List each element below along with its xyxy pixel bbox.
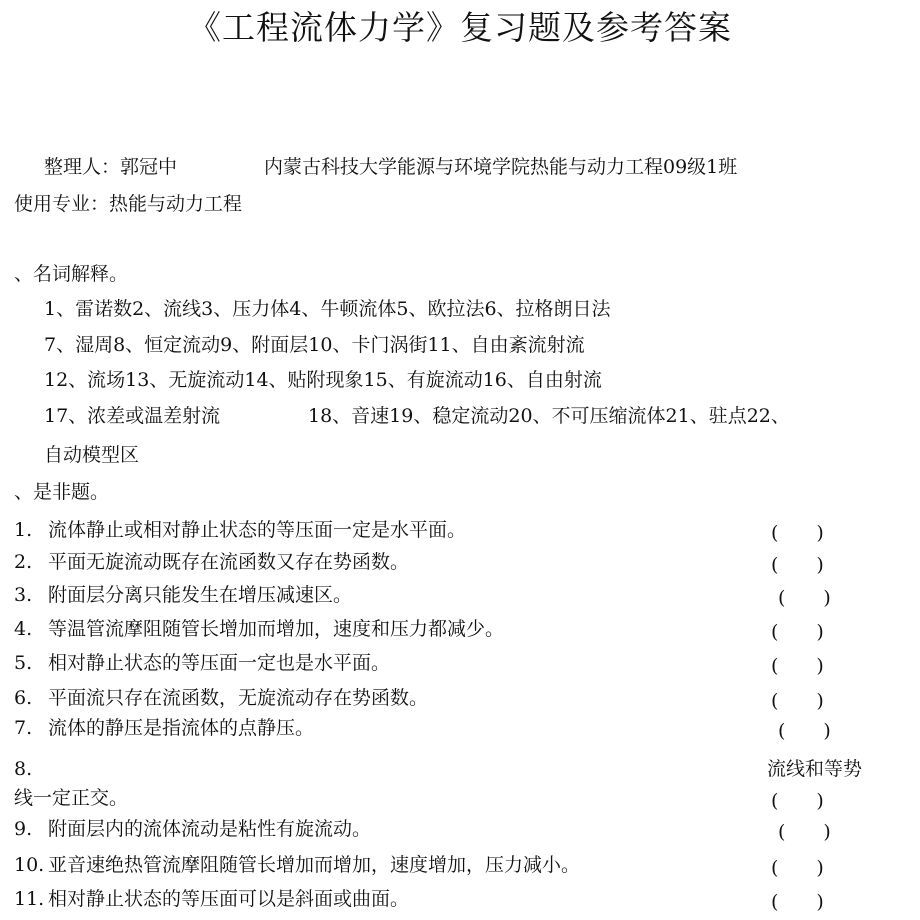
compiler-label: 整理人：郭冠中 xyxy=(44,156,178,178)
question-number: 7. xyxy=(14,717,33,739)
question-number: 2. xyxy=(14,551,33,573)
compiler-affiliation: 内蒙古科技大学能源与环境学院热能与动力工程09级1班 xyxy=(264,156,738,178)
question-number: 10. xyxy=(14,854,45,876)
question-text: 相对静止状态的等压面可以是斜面或曲面。 xyxy=(48,888,410,910)
section-heading-terms: 、名词解释。 xyxy=(14,263,129,285)
question-text: 等温管流摩阻随管长增加而增加，速度和压力都减少。 xyxy=(48,618,505,640)
answer-blank: ( ) xyxy=(771,891,824,913)
answer-blank: ( ) xyxy=(778,720,831,742)
question-number: 4. xyxy=(14,618,33,640)
major-line: 使用专业：热能与动力工程 xyxy=(14,193,243,215)
question-text: 流体的静压是指流体的点静压。 xyxy=(48,717,315,739)
question-text: 附面层分离只能发生在增压减速区。 xyxy=(48,584,353,606)
document-title: 《工程流体力学》复习题及参考答案 xyxy=(188,8,732,47)
question-number: 3. xyxy=(14,584,33,606)
answer-blank: ( ) xyxy=(771,554,824,576)
question-number: 1. xyxy=(14,519,33,541)
answer-blank: ( ) xyxy=(771,522,824,544)
terms-line: 自动模型区 xyxy=(44,444,140,466)
question-text: 流线和等势 xyxy=(767,758,863,780)
answer-blank: ( ) xyxy=(778,821,831,843)
question-number: 8. xyxy=(14,758,33,780)
answer-blank: ( ) xyxy=(771,690,824,712)
question-number: 9. xyxy=(14,818,33,840)
answer-blank: ( ) xyxy=(771,790,824,812)
question-text: 亚音速绝热管流摩阻随管长增加而增加，速度增加，压力减小。 xyxy=(48,854,581,876)
question-text: 流体静止或相对静止状态的等压面一定是水平面。 xyxy=(48,519,467,541)
terms-line: 1、雷诺数2、流线3、压力体4、牛顿流体5、欧拉法6、拉格朗日法 xyxy=(44,298,611,320)
question-text: 附面层内的流体流动是粘性有旋流动。 xyxy=(48,818,372,840)
question-number: 5. xyxy=(14,652,33,674)
terms-line: 7、湿周8、恒定流动9、附面层10、卡门涡街11、自由紊流射流 xyxy=(44,334,585,356)
question-number: 6. xyxy=(14,687,33,709)
terms-line: 12、流场13、无旋流动14、贴附现象15、有旋流动16、自由射流 xyxy=(44,369,602,391)
answer-blank: ( ) xyxy=(778,587,831,609)
answer-blank: ( ) xyxy=(771,621,824,643)
question-text: 平面流只存在流函数，无旋流动存在势函数。 xyxy=(48,687,429,709)
question-text: 相对静止状态的等压面一定也是水平面。 xyxy=(48,652,391,674)
question-text-continued: 线一定正交。 xyxy=(14,787,129,809)
terms-line: 18、音速19、稳定流动20、不可压缩流体21、驻点22、 xyxy=(308,405,790,427)
question-text: 平面无旋流动既存在流函数又存在势函数。 xyxy=(48,551,410,573)
question-number: 11. xyxy=(14,888,45,910)
terms-line: 17、浓差或温差射流 xyxy=(44,405,221,427)
answer-blank: ( ) xyxy=(771,857,824,879)
section-heading-true-false: 、是非题。 xyxy=(14,481,110,503)
answer-blank: ( ) xyxy=(771,655,824,677)
